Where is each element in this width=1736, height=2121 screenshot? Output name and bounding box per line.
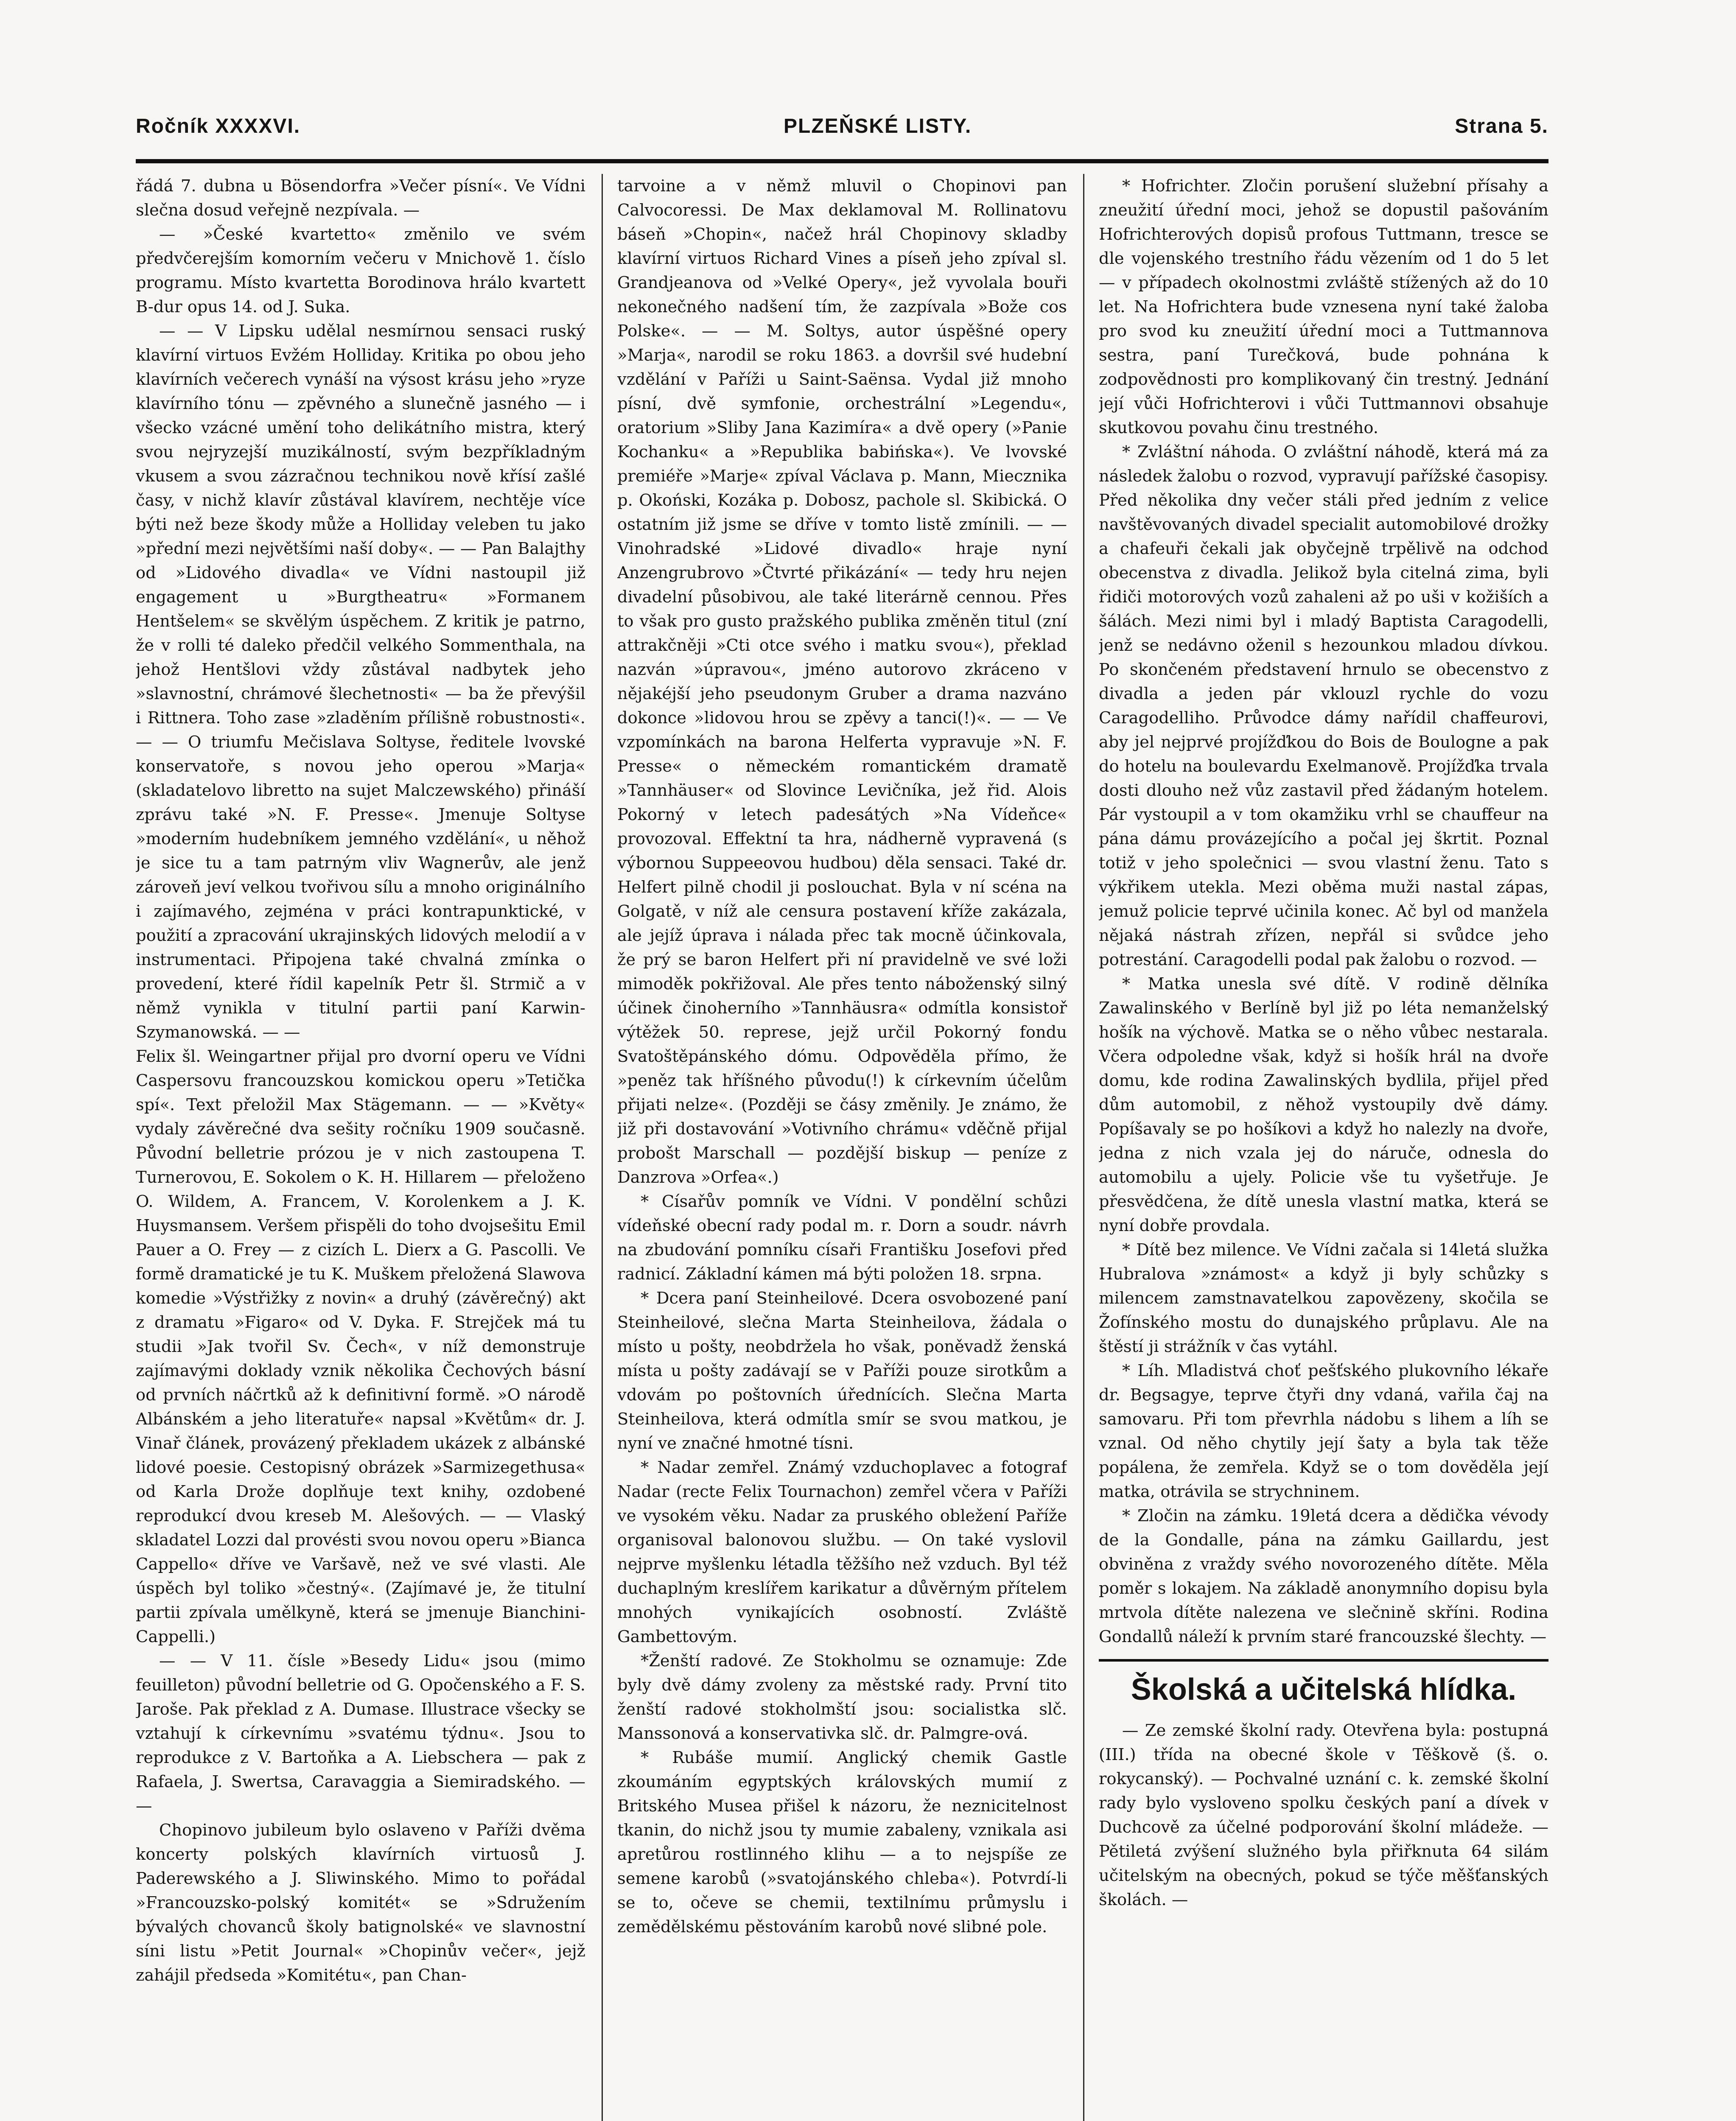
news-item: * Dítě bez milence. Ve Vídni začala si 14letá služka Hubralova »známost« a když ji byly schůzky s milencem zamstnavatelkou zapovězeny, skočila se Žofínského mostu do dunajského průplavu. Ale na štěstí ji strážník v čas vytáhl. xyxy=(1099,1240,1548,1356)
page-header xyxy=(136,115,1548,153)
news-item: * Hofrichter. Zločin porušení služební přísahy a zneužití úřední moci, jehož se dopustil pašováním Hofrichterových dopisů profous Tuttmann, tresce se dle vojenského trestního řádu vězením od 1 do 5 let — v případech okolnostmi zvláště stížených až do 10 let. Na Hofrichtera bude vznesena nyní také žaloba pro svod ku zneužití úřední moci a Tuttmannova sestra, paní Turečková, bude pohnána k zodpovědnosti pro komplikovaný čin trestný. Jednání její vůči Hofrichterovi i vůči Tuttmannovi obsahuje skutkovou povahu činu trestného. xyxy=(1099,176,1548,437)
article-paragraph: — »České kvartetto« změnilo ve svém předvčerejším komorním večeru v Mnichově 1. číslo programu. Místo kvartetta Borodinova hrálo kvartett B-dur opus 14. od J. Suka. xyxy=(136,225,585,316)
news-item: — Ze zemské školní rady. Otevřena byla: postupná (III.) třída na obecné škole v Těškově (š. o. rokycanský). — Pochvalné uznání c. k. zemské školní rady bylo vysloveno spolku českých paní a dívek v Duchcově za účelné podporování školní mládeže. — Pětiletá zvýšení služného byla přiřknuta 64 silám učitelským na obecných, pokud se týče měšťanských školách. — xyxy=(1099,1721,1548,1909)
news-item: * Rubáše mumií. Anglický chemik Gastle zkoumáním egyptských královských mumií z Britského Musea přišel k názoru, že neznicitelnost tkanin, do nichž jsou ty mumie zabaleny, vznikala asi apretůrou rostlinného klihu — a to nejspíše ze semene karobů (»svatojánského chleba«). Potvrdí-li se to, očeve se chemii, textilnímu průmyslu i zemědělskému pěstováním karobů nové slibné pole. xyxy=(617,1748,1067,1936)
article-paragraph: řádá 7. dubna u Bösendorfra »Večer písní«. Ve Vídni slečna dosud veřejně nezpívala. — xyxy=(136,176,585,220)
column-1 xyxy=(136,174,585,2121)
news-item: * Nadar zemřel. Známý vzduchoplavec a fotograf Nadar (recte Felix Tournachon) zemřel včera v Paříži ve vysokém věku. Nadar za pruského obležení Paříže organisoval balonovou službu. — On také vyslovil nejprve myšlenku létadla těžšího než vzduch. Byl též duchaplným kreslířem karikatur a důvěrným přítelem mnohých vynikajících osobností. Zvláště Gambettovým. xyxy=(617,1458,1067,1646)
section-heading: Školská a učitelská hlídka. xyxy=(1131,1673,1517,1707)
article-paragraph: tarvoine a v němž mluvil o Chopinovi pan Calvocoressi. De Max deklamoval M. Rollinatovu báseň »Chopin«, načež hrál Chopinovy skladby klavírní virtuos Richard Vines a píseň jeho zpíval sl. Grandjeanova od »Velké Opery«, jež vyvolala bouři nekonečného nadšení tím, že zazpívala »Bože cos Polske«. — — M. Soltys, autor úspěšné opery »Marja«, narodil se roku 1863. a dovršil své hudební vzdělání v Paříži u Saint-Saënsa. Vydal již mnoho písní, dvě symfonie, orchestrální »Legendu«, oratorium »Sliby Jana Kazimíra« a dvě opery (»Panie Kochanku« a »Republika babińska«). Ve lvovské premiéře »Marje« zpíval Václava p. Mann, Miecznika p. Okoński, Kozáka p. Dobosz, pachole sl. Skibická. O ostatním již jsme se dříve v tomto listě zmínili. — — Vinohradské »Lidové divadlo« hraje nyní Anzengrubrovo »Čtvrté přikázání« — tedy hru nejen divadelní působivou, ale také literárně cennou. Přes to však pro gusto pražského publika změněn titul (zní attrakčněji »Cti otce svého i matku svou«), překlad nazván »úpravou«, jméno autorovo zkráceno v nějakéjší jeho pseudonym Gruber a drama nazváno dokonce »lidovou hrou se zpěvy a tanci(!)«. — — Ve vzpomínkách na barona Helferta vypravuje »N. F. Presse« o německém romantickém dramatě »Tannhäuser« od Slovince Levičníka, jež řid. Alois Pokorný v letech padesátých »Na Vídeňce« provozoval. Effektní ta hra, nádherně vypravená (s výbornou Suppeeovou hudbou) děla sensaci. Také dr. Helfert pilně chodil ji poslouchat. Byla v ní scéna na Golgatě, v níž ale censura postavení kříže zakázala, ale jejíž úprava i nálada přec tak mocně účinkovala, že prý se baron Helfert při ní pravidelně ve své loži mimoděk pokřižoval. Ale přes tento náboženský silný účinek činoherního »Tannhäusra« odmítla konsistoř výtěžek 50. represe, jejž určil Pokorný fondu Svatoštěpánského dómu. Odpověděla přímo, že »peněz tak hříšného původu(!) k církevním účelům přijati nelze«. (Později se čásy změnily. Je známo, že již při dostavování »Votivního chrámu« vděčně přijal probošt Marschall — pozdější biskup — peníze z Danzrova »Orfea«.) xyxy=(617,176,1067,1187)
volume-label: Ročník XXXXVI. xyxy=(136,115,301,137)
article-paragraph: Felix šl. Weingartner přijal pro dvorní operu ve Vídni Caspersovu francouzskou komickou operu »Tetička spí«. Text přeložil Max Stägemann. — — »Květy« vydaly závěrečné dva sešity ročníku 1909 současně. Původní belletrie prózou je v nich zastoupena T. Turnerovou, E. Sokolem o K. H. Hillarem — přeloženo O. Wildem, A. Francem, V. Korolenkem a J. K. Huysmansem. Veršem přispěli do toho dvojsešitu Emil Pauer a O. Frey — z cizích L. Dierx a G. Pascolli. Ve formě dramatické je tu K. Muškem přeložená Slawova komedie »Výstřižky z novin« a druhý (závěrečný) akt z dramatu »Figaro« od V. Dyka. F. Strejček má tu studii »Jak tvořil Sv. Čech«, v níž demonstruje zajímavými doklady vznik několika Čechových básní od prvních náčrtků až k definitivní formě. »O národě Albánském a jeho literatuře« napsal »Květům« dr. J. Vinař článek, provázený překladem ukázek z albánské lidové poesie. Cestopisný obrázek »Sarmizegethusa« od Karla Drože doplňuje text knihy, ozdobené reprodukcí dvou kreseb M. Alešových. — — Vlaský skladatel Lozzi dal provésti svou novou operu »Bianca Cappello« dříve ve Varšavě, než ve své vlasti. Ale úspěch byl toliko »čestný«. (Zajímavé je, že titulní partii zpívala umělkyně, která se jmenuje Bianchini-Cappelli.) xyxy=(136,1047,585,1646)
news-item: * Zločin na zámku. 19letá dcera a dědička vévody de la Gondalle, pána na zámku Gaillardu, jest obviněna z vraždy svého novorozeného dítěte. Měla poměr s lokajem. Na základě anonymního dopisu byla mrtvola dítěte nalezena ve slečnině skříni. Rodina Gondallů náleží k prvním staré francouzské šlechty. — xyxy=(1099,1506,1548,1646)
news-item: * Matka unesla své dítě. V rodině dělníka Zawalinského v Berlíně byl již po léta nemanželský hošík na výchově. Matka se o něho vůbec nestarala. Včera odpoledne však, když si hošík hrál na dvoře domu, kde rodina Zawalinských bydlila, přijel před dům automobil, z něhož vystoupily dvě dámy. Popíšavaly se po hošíkovi a když ho nalezly na dvoře, jedna z nich vzala jej do náruče, odnesla do automobilu a ujely. Policie vše tu vyšetřuje. Je přesvědčena, že dítě unesla vlastní matka, která se nyní dobře provdala. xyxy=(1099,974,1548,1235)
newspaper-title: PLZEŇSKÉ LISTY. xyxy=(783,115,972,137)
news-item: * Císařův pomník ve Vídni. V pondělní schůzi vídeňské obecní rady podal m. r. Dorn a soudr. návrh na zbudování pomníku císaři Františku Josefovi před radnicí. Základní kámen má býti položen 18. srpna. xyxy=(617,1192,1067,1284)
header-rule xyxy=(136,159,1548,163)
section-rule xyxy=(1099,1659,1548,1662)
column-3 xyxy=(1099,174,1548,2121)
article-paragraph: Chopinovo jubileum bylo oslaveno v Paříži dvěma koncerty polských klavírních virtuosů J. Paderewského a J. Sliwinského. Mimo to pořádal »Francouzsko-polský komitét« se »Sdružením bývalých chovanců školy batignolské« ve slavnostní síni listu »Petit Journal« »Chopinův večer«, jejž zahájil předseda »Komitétu«, pan Chan- xyxy=(136,1821,585,1985)
news-item: * Zvláštní náhoda. O zvláštní náhodě, která má za následek žalobu o rozvod, vypravují pařížské časopisy. Před několika dny večer stáli před jedním z velice navštěvovaných divadel specialit automobilové drožky a chafeuři čekali jak obyčejně trpělivě na odchod obecenstva z divadla. Jelikož byla citelná zima, byli řidiči motorových vozů zahaleni až po uši v kožiších a šálách. Mezi nimi byl i mladý Baptista Caragodelli, jenž se nedávno oženil s hezounkou mladou dívkou. Po skončeném představení hrnulo se obecenstvo z divadla a jeden pár vklouzl rychle do vozu Caragodelliho. Průvodce dámy nařídil chaffeurovi, aby jel nejprvé projížďkou do Bois de Boulogne a pak do hotelu na boulevardu Exelmanově. Projížďka trvala dosti dlouho než vůz zastavil před žádaným hotelem. Pár vystoupil a v tom okamžiku vrhl se chauffeur na pána dámu provázejícího a počal jej škrtit. Poznal totiž v jeho společnici — svou vlastní ženu. Tato s výkřikem utekla. Mezi oběma muži nastal zápas, jemuž policie teprvé učinila konec. Ač byl od manžela nějaká nástrah zřízen, nepřál si svůdce jeho potrestání. Caragodelli podal pak žalobu o rozvod. — xyxy=(1099,442,1548,969)
news-item: *Ženští radové. Ze Stokholmu se oznamuje: Zde byly dvě dámy zvoleny za městské rady. První tito ženští radové stokholmští jsou: socialistka slč. Manssonová a konservativka slč. dr. Palmgre-ová. xyxy=(617,1651,1067,1743)
news-item: * Líh. Mladistvá choť pešťského plukovního lékaře dr. Begsagye, teprve čtyři dny vdaná, vařila čaj na samovaru. Při tom převrhla nádobu s lihem a líh se vznal. Od něho chytily její šaty a byla tak těže popálena, že zemřela. Když se o tom dověděla její matka, otrávila se strychninem. xyxy=(1099,1361,1548,1501)
page-number: Strana 5. xyxy=(1455,115,1548,137)
article-paragraph: — — V 11. čísle »Besedy Lidu« jsou (mimo feuilleton) původní belletrie od G. Opočenského a F. S. Jaroše. Pak překlad z A. Dumase. Illustrace všecky se vztahují k církevnímu »svatému týdnu«. Jsou to reprodukce z V. Bartoňka a A. Liebschera — pak z Rafaela, J. Swertsa, Caravaggia a Siemiradského. — — xyxy=(136,1651,585,1816)
article-paragraph: — — V Lipsku udělal nesmírnou sensaci ruský klavírní virtuos Evžém Holliday. Kritika po obou jeho klavírních večerech vynáší na výsost krásu jeho »ryze klavírního tónu — zpěvného a slunečně jasného — i všecko vzácné umění toho delikátního mistra, který svou nejryzejší muzikálností, svým bezpříkladným vkusem a svou zázračnou technikou nově křísí zašlé časy, v nichž klavír zůstával klavírem, nechtěje více býti než beze škody může a Holliday veleben tu jako »přední mezi největšími naší doby«. — — Pan Balajthy od »Lidového divadla« ve Vídni nastoupil již engagement u »Burgtheatru« »Formanem Hentšelem« se skvělým úspěchem. Z kritik je patrno, že v rolli té daleko předčil velkého Sommenthala, na jehož Hentšlovi vždy zůstával nadbytek jeho »slavnostní, chrámové šlechetnosti« — ba že převýšil i Rittnera. Toho zase »zladěním přílišně robustnosti«. — — O triumfu Mečislava Soltyse, ředitele lvovské konservatoře, s novou jeho operou »Marja« (skladatelovo libretto na sujet Malczewského) přináší zprávu také »N. F. Presse«. Jmenuje Soltyse »moderním hudebníkem jemného vzdělání«, u něhož je sice tu a tam patrným vliv Wagnerův, ale jenž zároveň jeví velkou tvořivou sílu a mnoho originálního i zajímavého, zejména v práci kontrapunktické, v použití a zpracování ukrajinských lidových melodií a v instrumentaci. Připojena také chvalná zmínka o provedení, které řídil kapelník Petr šl. Strmič a v němž vynikla v titulní partii paní Karwin-Szymanowská. — — xyxy=(136,322,585,1042)
news-item: * Dcera paní Steinheilové. Dcera osvobozené paní Steinheilové, slečna Marta Steinheilova, žádala o místo u pošty, neobdržela ho však, poněvadž ženská místa u pošty zadávají se v Paříži pouze sirotkům a vdovám po poštovních úřednících. Slečna Marta Steinheilova, která odmítla smír se svou matkou, je nyní ve značné hmotné tísni. xyxy=(617,1289,1067,1453)
column-2 xyxy=(617,174,1067,2121)
article-columns xyxy=(136,174,1548,2121)
